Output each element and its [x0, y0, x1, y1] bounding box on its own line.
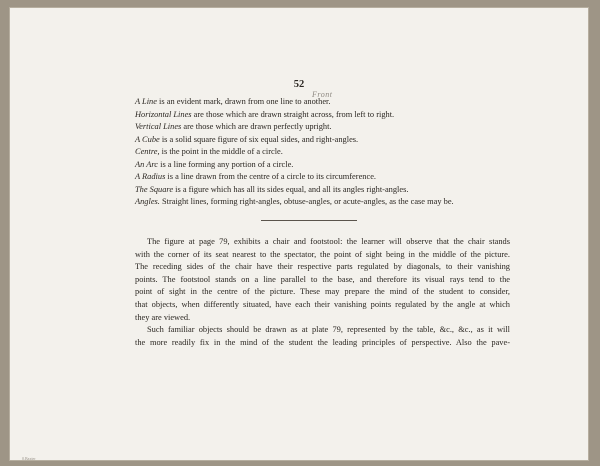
definition-text: are those which are drawn straight across, from left to right.: [191, 109, 395, 119]
definitions-list: [135, 96, 525, 209]
handwritten-note: Front: [312, 90, 333, 99]
definition-item: [135, 121, 525, 134]
text-line: that objects, when differently situated, have each their vanishing points regulated by the angle at which: [135, 299, 510, 309]
definition-term: Horizontal Lines: [135, 109, 192, 119]
definition-text: is a solid square figure of six equal sides, and right-angles.: [159, 134, 359, 144]
definition-text: is an evident mark, drawn from one line to another.: [156, 97, 331, 106]
definition-item: [135, 96, 525, 109]
definition-item: [135, 196, 525, 209]
section-divider: [261, 220, 357, 221]
definition-item: [135, 146, 525, 159]
definition-text: is a line forming any portion of a circle.: [158, 159, 294, 169]
page-number: 52: [293, 79, 305, 90]
text-line: Such familiar objects should be drawn as at plate 79, represented by the table, &c., &c., as it will: [147, 325, 510, 335]
definition-text: is a line drawn from the centre of a circle to its circumference.: [165, 172, 376, 181]
paragraph: [135, 236, 510, 324]
definition-term: Angles.: [135, 197, 160, 206]
definition-term: The Square: [135, 184, 174, 194]
text-line: The receding sides of the chair have their respective parts regulated by diagonals, to their vanishing: [135, 262, 510, 272]
text-line: they are viewed.: [135, 312, 191, 322]
definition-text: are those which are drawn perfectly upright.: [181, 122, 332, 131]
body-text: [135, 236, 510, 349]
definition-item: [135, 134, 525, 147]
definition-text: is a figure which has all its sides equal, and all its angles right-angles.: [173, 184, 409, 194]
definition-item: [135, 159, 525, 172]
document-page: [9, 7, 589, 461]
definition-term: A Radius: [135, 172, 166, 181]
definition-term: An Arc: [135, 159, 159, 169]
definition-item: [135, 109, 525, 122]
definition-item: [135, 171, 525, 184]
paragraph: [135, 324, 510, 349]
definition-term: Vertical Lines: [135, 122, 182, 131]
definition-item: [135, 184, 525, 197]
definition-term: Centre,: [135, 147, 160, 156]
text-line: point of sight in the centre of the picture. These may prepare the mind of the student to consider,: [135, 287, 510, 297]
definition-text: Straight lines, forming right-angles, obtuse-angles, or acute-angles, as the case may be.: [159, 197, 454, 206]
definition-term: A Line: [135, 97, 157, 106]
text-line: with the corner of its seat nearest to the spectator, the point of sight being in the middle of the picture.: [135, 249, 510, 259]
definition-text: is the point in the middle of a circle.: [159, 147, 283, 156]
definition-term: A Cube: [135, 134, 160, 144]
text-line: the more readily fix in the mind of the student the leading principles of perspective. Also the pave-: [135, 337, 510, 347]
corner-mark: 0.Baxter: [22, 456, 36, 461]
text-line: points. The footstool stands on a line parallel to the base, and therefore its visual rays tend to the: [135, 274, 510, 284]
text-line: The figure at page 79, exhibits a chair and footstool: the learner will observe that the chair stands: [147, 237, 510, 246]
